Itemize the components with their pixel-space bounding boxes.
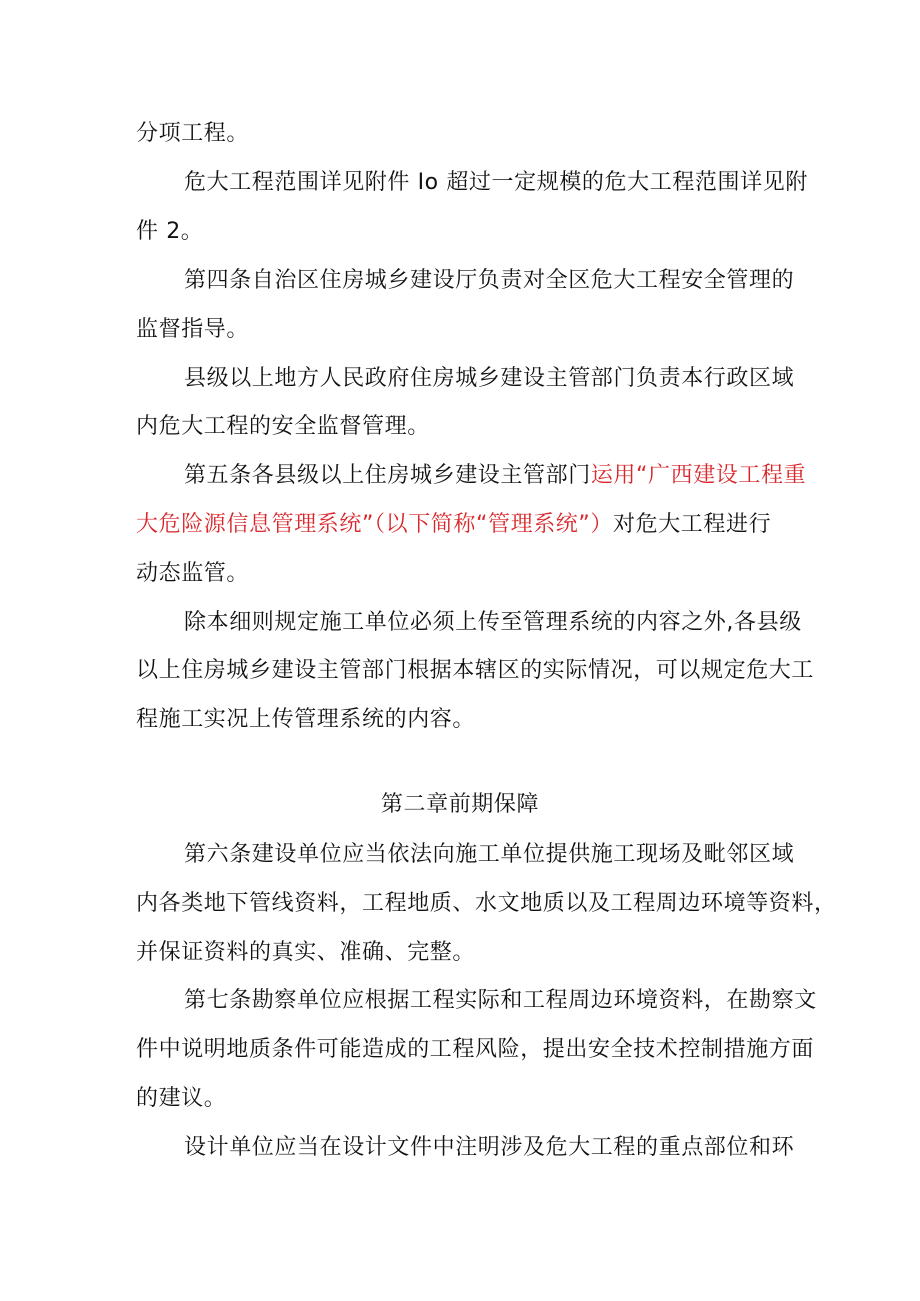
paragraph-line: 县级以上地方人民政府住房城乡建设主管部门负责本行政区域 [184,366,795,391]
paragraph-line: 第七条勘察单位应根据工程实际和工程周边环境资料，在勘察文 [184,988,817,1013]
paragraph-line: 分项工程。 [136,121,250,146]
paragraph-line: 危大工程范围详见附件 Io 超过一定规模的危大工程范围详见附 [184,170,808,195]
paragraph-line: 并保证资料的真实、准确、完整。 [136,940,476,965]
line-segment: 第五条各县级以上住房城乡建设主管部门 [184,463,591,488]
paragraph-line: 除本细则规定施工单位必须上传至管理系统的内容之外,各县级 [184,610,802,635]
paragraph-line: 监督指导。 [136,317,250,342]
highlighted-text: 大危险源信息管理系统”（以下简称“管理系统”） [136,512,613,537]
paragraph-line [136,510,771,540]
paragraph-line: 件中说明地质条件可能造成的工程风险，提出安全技术控制措施方面 [136,1037,815,1062]
paragraph-line: 程施工实况上传管理系统的内容。 [136,707,476,732]
paragraph-line [184,461,806,491]
paragraph-line: 内各类地下管线资料，工程地质、水文地质以及工程周边环境等资料， [136,891,837,916]
paragraph-line: 第四条自治区住房城乡建设厅负责对全区危大工程安全管理的 [184,268,795,293]
line-segment: 对危大工程进行 [613,512,772,537]
highlighted-text: 运用“广西建设工程重 [590,463,807,488]
paragraph-line: 第六条建设单位应当依法向施工单位提供施工现场及毗邻区域 [184,842,795,867]
paragraph-line: 设计单位应当在设计文件中注明涉及危大工程的重点部位和环 [184,1135,795,1160]
paragraph-line: 内危大工程的安全监督管理。 [136,414,430,439]
chapter-title: 第二章前期保障 [380,792,540,817]
paragraph-line: 以上住房城乡建设主管部门根据本辖区的实际情况，可以规定危大工 [136,658,815,683]
paragraph-line: 动态监管。 [136,561,250,586]
paragraph-line: 的建议。 [136,1086,227,1111]
paragraph-line: 件 2。 [136,219,204,244]
